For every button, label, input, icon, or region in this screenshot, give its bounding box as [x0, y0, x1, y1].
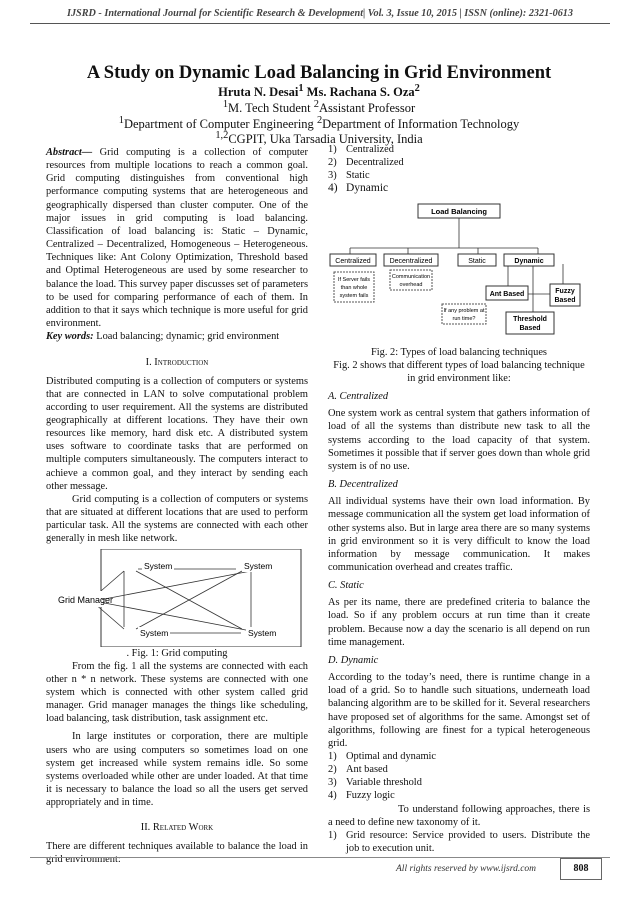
- aff1-a: M. Tech Student: [228, 101, 314, 116]
- left-column: [46, 146, 308, 866]
- list-text: Grid resource: Service provided to users. Distribute the job to execution unit.: [346, 829, 590, 855]
- section-a-text: One system work as central system that gathers information of load of all the systems than distribute new task to all the systems according to the load capacity of that system. Sometimes it possible that if server goes down than whole grid system is of no use.: [328, 408, 590, 472]
- abstract-text: Grid computing is a collection of computer resources from multiple locations to reach a common goal. Grid computing distinguishes from conventional high performance computing systems that are heterogeneous and geographically dispersed than cluster computer. One of the major issues in grid computing is load balancing. Classification of load balancing is: Static – Dynamic, Centralized – Decentralized, Homogeneous – Heterogeneous. Techniques like: Ant Colony Optimization, Threshold based and Optimal Heterogeneous are used by some researcher to balance the load. This survey paper discusses set of parameters to be used for comparing performance of each of them. In addition to that it says which technique is more useful for grid environment.: [46, 147, 308, 330]
- list-item: [328, 776, 590, 789]
- note3-line1: If any problem at: [443, 307, 485, 314]
- journal-header: IJSRD - International Journal for Scientific Research & Development| Vol. 3, Issue 10, 2015 | ISSN (online): 2321-0613: [67, 8, 573, 19]
- aff1-b: Assistant Professor: [318, 101, 416, 116]
- intro-para-2: Grid computing is a collection of computers or systems that are situated at different locations that are used to perform particular task. All the systems are connected with each other generally in mesh like network.: [46, 493, 308, 545]
- intro-para-3: From the fig. 1 all the systems are connected with each other n * n network. These systems are connected with one system which is connected with other system called grid manager. Grid manager manages the things like scheduling, load balancing, task distribution, task assignment etc.: [46, 660, 308, 725]
- abstract: [46, 146, 308, 330]
- fig1-caption: . Fig. 1: Grid computing: [126, 647, 228, 659]
- list-num: 2): [328, 764, 337, 776]
- aff1-sup2: 2: [313, 99, 319, 110]
- aff2-b: Department of Information Technology: [322, 117, 520, 132]
- related-para-1: There are different techniques available to balance the load in grid environment:: [46, 840, 308, 865]
- note2-line2: overhead: [399, 281, 423, 288]
- system-4-label: System: [248, 627, 277, 638]
- fig2-desc-line1: Fig. 2 shows that different types of load balancing technique: [333, 359, 585, 371]
- abstract-label: Abstract—: [46, 147, 93, 158]
- aff3-text: CGPIT, Uka Tarsadia University, India: [228, 132, 423, 147]
- aff1-sup1: 1: [222, 99, 229, 110]
- ant-label: Ant Based: [489, 290, 525, 298]
- fuzzy-line2: Based: [554, 296, 576, 304]
- note2-line1: Communication: [391, 273, 431, 280]
- list-text: Ant based: [346, 764, 388, 776]
- keywords: [46, 330, 308, 343]
- note3-line2: run time?: [452, 315, 476, 322]
- list-item: [328, 182, 590, 195]
- section-c-heading: C. Static: [328, 580, 364, 592]
- system-2-label: System: [244, 560, 273, 571]
- list-num: 4): [328, 182, 338, 195]
- static-label: Static: [468, 257, 486, 265]
- dynamic-label: Dynamic: [514, 257, 544, 265]
- intro-para-4: In large institutes or corporation, there are multiple users who are using computers so sometimes load on one system get increased while system remains idle. So some systems overloaded while other are under loaded. At that time it is necessary to balance the load so all the users get served appropriately and in time.: [46, 731, 308, 809]
- section-b-heading: B. Decentralized: [328, 479, 398, 491]
- footer-text: All rights reserved by www.ijsrd.com: [396, 864, 537, 874]
- authors-line: [0, 83, 638, 100]
- list-text: Variable threshold: [346, 777, 422, 789]
- fig2-caption: Fig. 2: Types of load balancing techniques: [371, 346, 547, 358]
- aff3-sup: 1,2: [215, 130, 229, 141]
- list-text: Decentralized: [346, 157, 404, 169]
- list-text: Dynamic: [346, 182, 389, 195]
- list-num: 4): [328, 790, 337, 802]
- right-column: [328, 143, 590, 855]
- paper-title: A Study on Dynamic Load Balancing in Grid Environment: [86, 63, 552, 83]
- section-d-text: According to the today’s need, there is runtime change in a load of a grid. So to handle such situations, underneath load balancing algorithm are to be skilled for it. Several researchers have proposed set of algorithms for the same. Amongst set of algorithms, following are finest for a typical heterogeneous grid.: [328, 672, 590, 749]
- list-num: 3): [328, 777, 337, 789]
- list-item: [328, 789, 590, 802]
- list-text: Fuzzy logic: [346, 790, 395, 802]
- list-num: 3): [328, 170, 337, 182]
- footer-rule: [30, 857, 610, 858]
- section-d-heading: D. Dynamic: [328, 654, 379, 666]
- system-1-label: System: [144, 560, 173, 571]
- author-2: Ms. Rachana S. Oza: [306, 85, 415, 100]
- list-num: 1): [328, 751, 337, 762]
- list-item: [328, 829, 590, 855]
- fig2-desc-line2: in grid environment like:: [407, 372, 511, 384]
- root-label: Load Balancing: [431, 206, 487, 216]
- list-num: 1): [328, 144, 337, 155]
- grid-computing-figure: [46, 549, 308, 647]
- intro-para-1: Distributed computing is a collection of computers or systems that are connected in LAN to solve computational problem according to user requirement. All the systems are distributed geographically at different locations. They have their own resources like memory, hard disk etc. A distributed system uses software to coordinate tasks that are performed on multiple computers simultaneously. The computers interact to achieve a common goal, and they interact by sending each other message.: [46, 375, 308, 492]
- section-b-text: All individual systems have their own load information. By message communication all the system get load information of other systems also. But in large area there are so many systems in grid environment so it is very difficult to know the load information by message communication. It makes communication overhead and creates traffic.: [328, 496, 590, 573]
- note1-line3: system fails: [339, 292, 369, 299]
- grid-manager-label: Grid Manager: [58, 594, 114, 605]
- author-1-sup: 1: [298, 83, 304, 94]
- list-num: 2): [328, 157, 337, 169]
- aff2-sup2: 2: [316, 115, 323, 126]
- taxonomy-para: To understand following approaches, there is a need to define new taxonomy of it.: [328, 803, 590, 828]
- centralized-label: Centralized: [335, 257, 371, 265]
- threshold-line2: Based: [519, 324, 541, 332]
- list-text: Optimal and dynamic: [346, 751, 437, 762]
- related-heading: II. Related Work: [140, 822, 214, 834]
- intro-heading: I. Introduction: [145, 357, 209, 369]
- list-item: [328, 169, 590, 182]
- system-3-label: System: [140, 627, 169, 638]
- note1-line1: If Server fails: [337, 276, 371, 283]
- keywords-label: Key words:: [46, 331, 94, 343]
- aff2-a: Department of Computer Engineering: [123, 117, 317, 132]
- affiliation-line-1: [0, 99, 638, 116]
- author-2-sup: 2: [414, 83, 420, 94]
- list-text: Centralized: [346, 144, 394, 155]
- fuzzy-line1: Fuzzy: [555, 287, 575, 295]
- list-num: 1): [328, 829, 337, 841]
- aff2-sup1: 1: [118, 115, 124, 126]
- page-number: 808: [560, 858, 602, 880]
- section-c-text: As per its name, there are predefined criteria to balance the load. So if any problem occurs at run time than it create problem. Because now a day the scenario is all depend on run time management.: [328, 597, 590, 648]
- keywords-text: Load balancing; dynamic; grid environment: [93, 331, 280, 343]
- header-rule: [30, 23, 610, 24]
- section-a-heading: A. Centralized: [328, 391, 389, 403]
- list-item: [328, 156, 590, 169]
- list-item: [328, 763, 590, 776]
- list-item: [328, 750, 590, 763]
- threshold-line1: Threshold: [513, 315, 547, 323]
- decentralized-label: Decentralized: [389, 257, 433, 265]
- author-1: Hruta N. Desai: [218, 85, 299, 100]
- list-item: [328, 143, 590, 156]
- note1-line2: than whole: [340, 284, 368, 291]
- load-balancing-diagram: [328, 198, 590, 346]
- list-text: Static: [346, 170, 370, 182]
